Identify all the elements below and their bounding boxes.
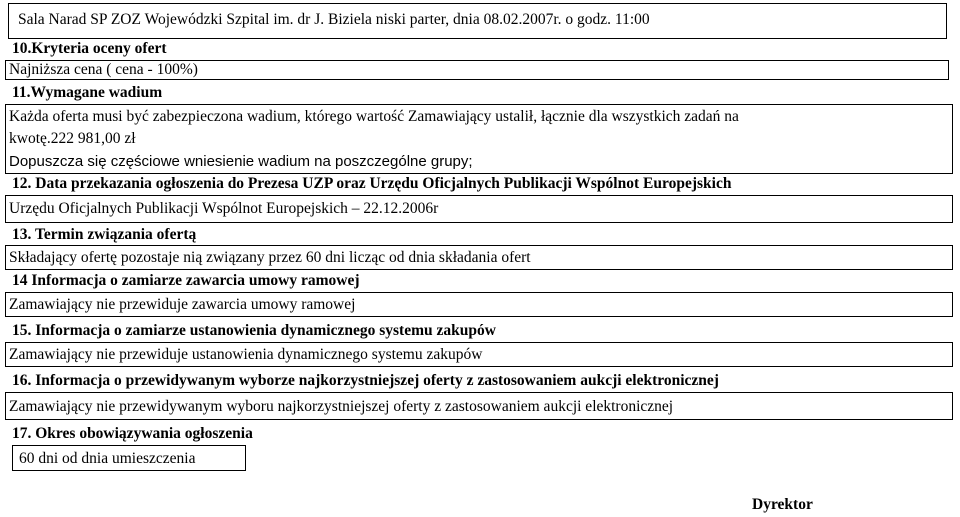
s10-heading: 10.Kryteria oceny ofert [12, 40, 167, 57]
s14-heading: 14 Informacja o zamiarze zawarcia umowy ramowej [12, 272, 360, 289]
s13-content: Składający ofertę pozostaje nią związany przez 60 dni licząc od dnia składania ofert [9, 249, 531, 266]
header-text: Sala Narad SP ZOZ Wojewódzki Szpital im. dr J. Biziela niski parter, dnia 08.02.2007r. o godz. 11:00 [18, 11, 650, 28]
s16-heading: 16. Informacja o przewidywanym wyborze najkorzystniejszej oferty z zastosowaniem aukcji elektronicznej [12, 372, 719, 389]
s12-content: Urzędu Oficjalnych Publikacji Wspólnot Europejskich – 22.12.2006r [9, 200, 439, 217]
s15-heading: 15. Informacja o zamiarze ustanowienia dynamicznego systemu zakupów [12, 322, 496, 339]
signature: Dyrektor [752, 496, 813, 513]
s11-line2: kwotę.222 981,00 zł [9, 130, 136, 147]
s17-content: 60 dni od dnia umieszczenia [19, 450, 196, 467]
s11-line1: Każda oferta musi być zabezpieczona wadium, którego wartość Zamawiający ustalił, łącznie dla wszystkich zadań na [9, 108, 739, 125]
s12-heading: 12. Data przekazania ogłoszenia do Prezesa UZP oraz Urzędu Oficjalnych Publikacji Wspólnot Europejskich [12, 175, 732, 192]
s17-heading: 17. Okres obowiązywania ogłoszenia [12, 425, 253, 442]
s16-content: Zamawiający nie przewidywanym wyboru najkorzystniejszej oferty z zastosowaniem aukcji elektronicznej [9, 398, 674, 415]
s11-heading: 11.Wymagane wadium [12, 84, 163, 101]
s14-content: Zamawiający nie przewiduje zawarcia umowy ramowej [9, 296, 356, 313]
s13-heading: 13. Termin związania ofertą [12, 226, 197, 243]
s11-line3: Dopuszcza się częściowe wniesienie wadium na poszczególne grupy; [9, 153, 473, 170]
s10-content: Najniższa cena ( cena - 100%) [9, 61, 198, 78]
s15-content: Zamawiający nie przewiduje ustanowienia dynamicznego systemu zakupów [9, 346, 483, 363]
